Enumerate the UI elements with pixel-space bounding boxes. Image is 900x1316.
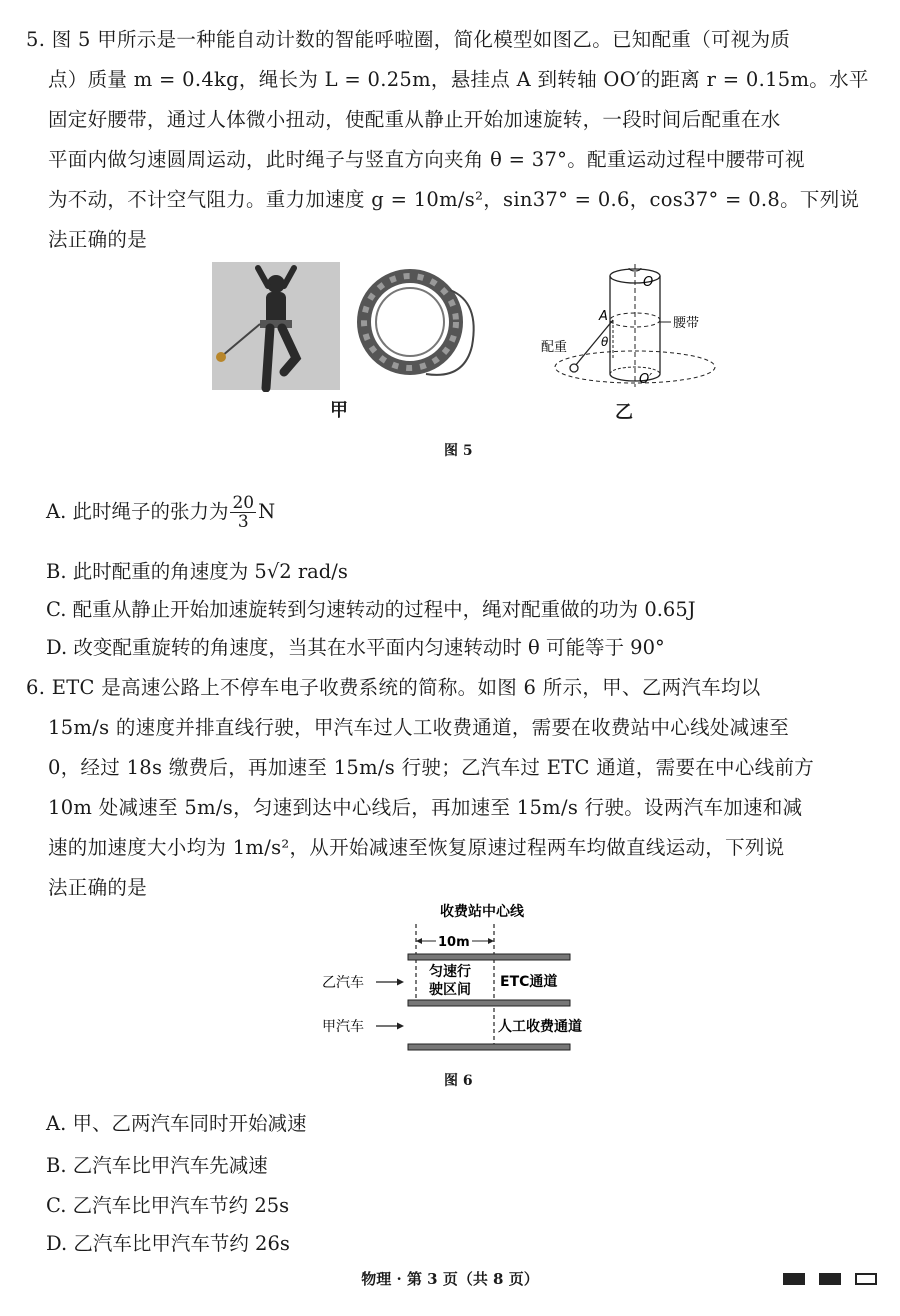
label-O-prime: O′ xyxy=(639,372,653,387)
figure-5-jia-label: 甲 xyxy=(330,400,348,421)
label-A: A xyxy=(599,309,608,324)
q5-option-a-unit: N xyxy=(258,500,276,523)
solid-block-icon xyxy=(819,1273,841,1285)
q6-option-d: D. 乙汽车比甲汽车节约 26s xyxy=(46,1232,290,1255)
arrow-right-icon xyxy=(397,979,404,986)
label-weight: 配重 xyxy=(541,340,568,355)
q6-line: 速的加速度大小均为 1m/s²，从开始减速至恢复原速过程两车均做直线运动，下列说 xyxy=(48,836,785,859)
fraction-denominator: 3 xyxy=(237,512,249,532)
page-footer: 物理 · 第 3 页（共 8 页） xyxy=(361,1270,539,1288)
q5-option-a xyxy=(46,494,275,531)
q6-line: 6. ETC 是高速公路上不停车电子收费系统的简称。如图 6 所示，甲、乙两汽车均以 xyxy=(26,676,761,699)
solid-block-icon xyxy=(783,1273,805,1285)
figure-5-yi xyxy=(535,262,755,401)
label-10m: 10m xyxy=(438,935,470,950)
q6-option-a: A. 甲、乙两汽车同时开始减速 xyxy=(46,1112,307,1135)
figure-5-yi-label: 乙 xyxy=(615,402,633,423)
hula-hoop-model-diagram xyxy=(535,262,755,397)
q6-line: 10m 处减速至 5m/s，匀速到达中心线后，再加速至 15m/s 行驶。设两汽车加速和减 xyxy=(48,796,803,819)
label-uniform-zone-line1: 匀速行 xyxy=(429,964,471,980)
figure-6-caption: 图 6 xyxy=(444,1073,473,1089)
fraction xyxy=(230,494,256,531)
q5-line: 平面内做匀速圆周运动，此时绳子与竖直方向夹角 θ = 37°。配重运动过程中腰带可视 xyxy=(48,148,805,171)
q5-option-c: C. 配重从静止开始加速旋转到匀速转动的过程中，绳对配重做的功为 0.65J xyxy=(46,598,696,621)
q5-option-a-text: A. 此时绳子的张力为 xyxy=(46,500,229,523)
label-O: O xyxy=(643,275,654,290)
q6-option-c: C. 乙汽车比甲汽车节约 25s xyxy=(46,1194,290,1217)
figure-6 xyxy=(318,900,628,1064)
question-5-stem xyxy=(26,20,881,260)
fraction-numerator: 20 xyxy=(232,493,255,513)
hula-hoop-photo xyxy=(212,262,502,392)
label-manual-lane: 人工收费通道 xyxy=(498,1019,582,1035)
label-car-yi: 乙汽车 xyxy=(322,975,364,991)
hollow-block-icon xyxy=(855,1273,877,1285)
q5-line: 固定好腰带，通过人体微小扭动，使配重从静止开始加速旋转，一段时间后配重在水 xyxy=(48,108,781,131)
label-waistband: 腰带 xyxy=(673,316,700,331)
q5-line: 为不动，不计空气阻力。重力加速度 g = 10m/s²，sin37° = 0.6，cos37° = 0.8。下列说 xyxy=(48,188,860,211)
figure-5-jia xyxy=(212,262,502,396)
page-marks xyxy=(783,1273,877,1285)
label-etc-lane: ETC通道 xyxy=(500,974,558,990)
arrow-right-icon xyxy=(397,1023,404,1030)
label-uniform-zone-line2: 驶区间 xyxy=(429,982,471,998)
label-car-jia: 甲汽车 xyxy=(322,1019,364,1035)
q5-option-d: D. 改变配重旋转的角速度，当其在水平面内匀速转动时 θ 可能等于 90° xyxy=(46,636,665,659)
q6-option-b: B. 乙汽车比甲汽车先减速 xyxy=(46,1154,268,1177)
q5-line: 法正确的是 xyxy=(48,228,148,251)
q5-option-b: B. 此时配重的角速度为 5√2 rad/s xyxy=(46,560,348,583)
q5-line: 5. 图 5 甲所示是一种能自动计数的智能呼啦圈，简化模型如图乙。已知配重（可视为质 xyxy=(26,28,791,51)
q5-line: 点）质量 m = 0.4kg，绳长为 L = 0.25m，悬挂点 A 到转轴 OO′的距离 r = 0.15m。水平 xyxy=(48,68,869,91)
label-centerline: 收费站中心线 xyxy=(440,904,524,920)
question-6-stem xyxy=(26,668,881,908)
etc-lane-diagram xyxy=(318,900,628,1060)
q6-line: 15m/s 的速度并排直线行驶，甲汽车过人工收费通道，需要在收费站中心线处减速至 xyxy=(48,716,790,739)
q6-line: 法正确的是 xyxy=(48,876,148,899)
label-theta: θ xyxy=(601,335,609,349)
q6-line: 0，经过 18s 缴费后，再加速至 15m/s 行驶；乙汽车过 ETC 通道，需要在中心线前方 xyxy=(48,756,815,779)
figure-5-caption: 图 5 xyxy=(444,443,473,459)
